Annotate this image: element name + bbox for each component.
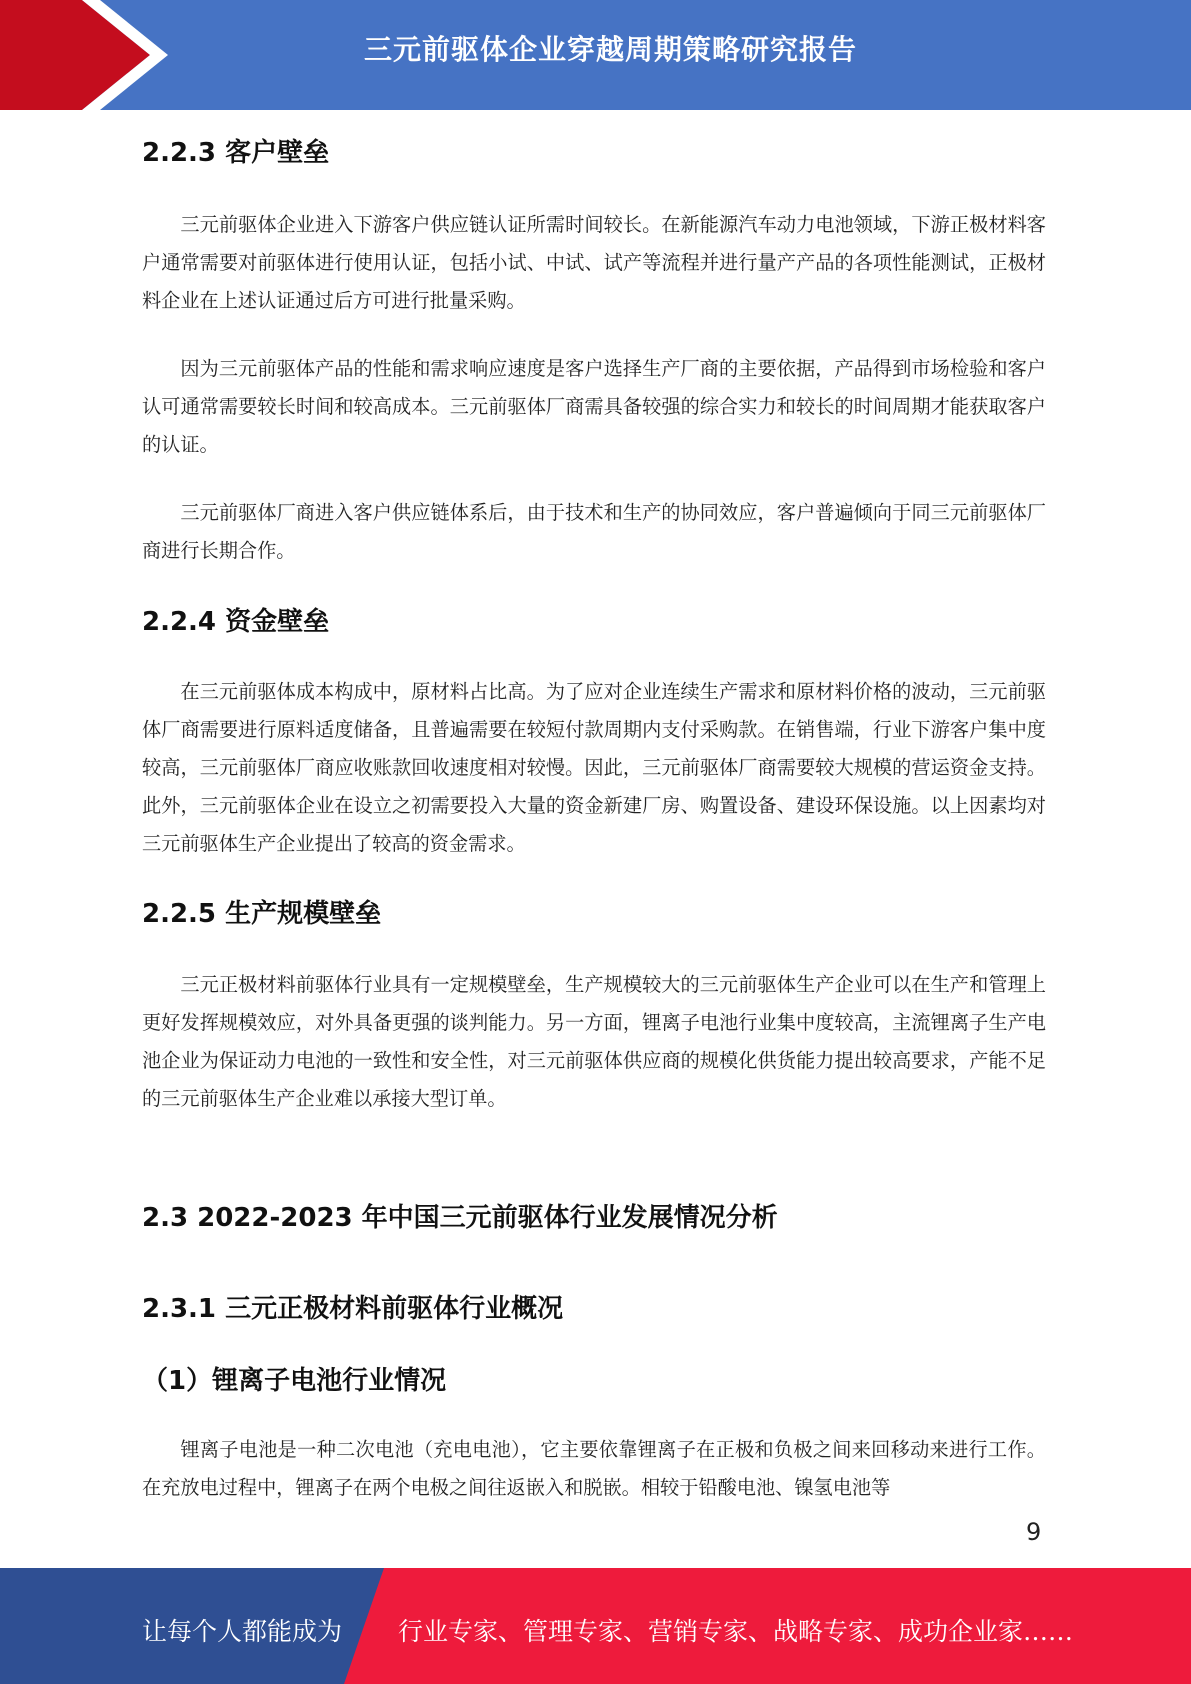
footer-slogan-right: 行业专家、管理专家、营销专家、战略专家、成功企业家…… [398, 1617, 1074, 1646]
heading-2-3-1-item-1: （1）锂离子电池行业情况 [142, 1366, 447, 1396]
paragraph: 在三元前驱体成本构成中，原材料占比高。为了应对企业连续生产需求和原材料价格的波动，三元前驱体厂商需要进行原料适度储备，且普遍需要在较短付款周期内支付采购款。在销售端，行业下游客户集中度较高，三元前驱体厂商应收账款回收速度相对较慢。因此，三元前驱体厂商需要较大规模的营运资金支持。此外，三元前驱体企业在设立之初需要投入大量的资金新建厂房、购置设备、建设环保设施。以上因素均对三元前驱体生产企业提出了较高的资金需求。 [142, 680, 1046, 855]
paragraph: 三元前驱体企业进入下游客户供应链认证所需时间较长。在新能源汽车动力电池领域，下游正极材料客户通常需要对前驱体进行使用认证，包括小试、中试、试产等流程并进行量产产品的各项性能测试，正极材料企业在上述认证通过后方可进行批量采购。 [142, 213, 1046, 312]
heading-2-2-5: 2.2.5 生产规模壁垒 [142, 899, 382, 929]
paragraph: 因为三元前驱体产品的性能和需求响应速度是客户选择生产厂商的主要依据，产品得到市场检验和客户认可通常需要较长时间和较高成本。三元前驱体厂商需具备较强的综合实力和较长的时间周期才能获取客户的认证。 [142, 357, 1046, 456]
heading-2-2-4: 2.2.4 资金壁垒 [142, 607, 330, 637]
heading-2-3-1: 2.3.1 三元正极材料前驱体行业概况 [142, 1294, 564, 1324]
footer-slogan-left: 让每个人都能成为 [142, 1617, 343, 1646]
paragraph: 三元前驱体厂商进入客户供应链体系后，由于技术和生产的协同效应，客户普遍倾向于同三元前驱体厂商进行长期合作。 [142, 501, 1046, 562]
page-footer [0, 1568, 1191, 1684]
heading-2-3: 2.3 2022-2023 年中国三元前驱体行业发展情况分析 [142, 1203, 778, 1233]
page-number: 9 [1026, 1518, 1042, 1546]
report-title: 三元前驱体企业穿越周期策略研究报告 [363, 33, 857, 66]
paragraph: 锂离子电池是一种二次电池（充电电池），它主要依靠锂离子在正极和负极之间来回移动来进行工作。在充放电过程中，锂离子在两个电极之间往返嵌入和脱嵌。相较于铅酸电池、镍氢电池等 [142, 1438, 1046, 1499]
heading-2-2-3: 2.2.3 客户壁垒 [142, 138, 330, 168]
paragraph: 三元正极材料前驱体行业具有一定规模壁垒，生产规模较大的三元前驱体生产企业可以在生产和管理上更好发挥规模效应，对外具备更强的谈判能力。另一方面，锂离子电池行业集中度较高，主流锂离子生产电池企业为保证动力电池的一致性和安全性，对三元前驱体供应商的规模化供货能力提出较高要求，产能不足的三元前驱体生产企业难以承接大型订单。 [142, 973, 1046, 1110]
page-header [0, 0, 1191, 110]
